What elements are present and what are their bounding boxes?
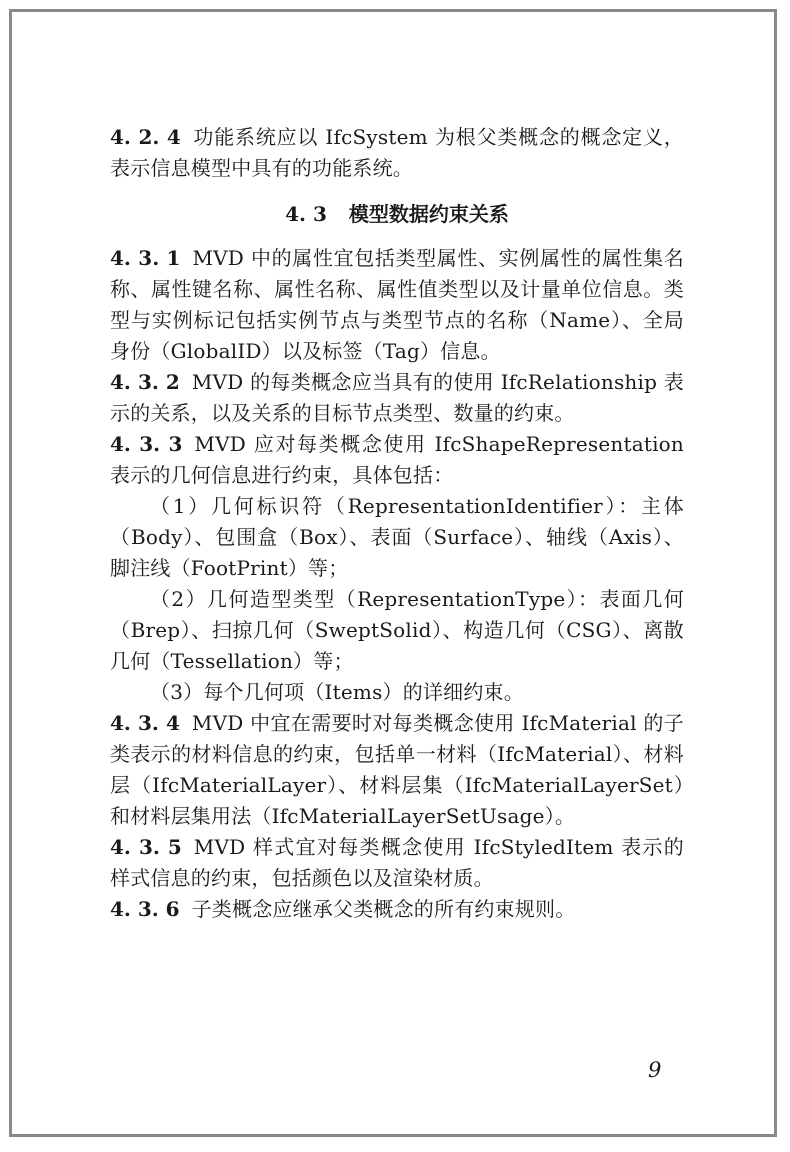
clause-text: MVD 样式宜对每类概念使用 IfcStyledItem 表示的样式信息的约束，包括颜色以及渲染材质。 xyxy=(110,835,684,890)
clause-text: 子类概念应继承父类概念的所有约束规则。 xyxy=(191,897,576,921)
list-item-text: （3）每个几何项（Items）的详细约束。 xyxy=(150,680,524,704)
clause-text: 功能系统应以 IfcSystem 为根父类概念的概念定义，表示信息模型中具有的功能系统。 xyxy=(110,125,684,180)
page-number: 9 xyxy=(648,1058,662,1082)
page xyxy=(9,9,777,1137)
clause-number: 4. 3. 2 xyxy=(110,370,180,394)
clause-4-3-3 xyxy=(110,429,684,491)
section-number: 4. 3 xyxy=(285,202,327,226)
clause-4-3-2 xyxy=(110,367,684,429)
clause-4-3-1 xyxy=(110,243,684,367)
clause-text: MVD 中宜在需要时对每类概念使用 IfcMaterial 的子类表示的材料信息的约束，包括单一材料（IfcMaterial）、材料层（IfcMaterialLayer）、材料层集（IfcMaterialLayerSet）和材料层集用法（IfcMaterialLayerSetUsage）。 xyxy=(110,711,684,828)
list-item-text: （1）几何标识符（RepresentationIdentifier）：主体（Body）、包围盒（Box）、表面（Surface）、轴线（Axis）、脚注线（FootPrint）等； xyxy=(110,494,684,580)
clause-4-3-6 xyxy=(110,894,684,925)
list-item-2 xyxy=(110,584,684,677)
clause-number: 4. 3. 4 xyxy=(110,711,180,735)
clause-4-3-4 xyxy=(110,708,684,832)
section-title: 模型数据约束关系 xyxy=(348,202,509,226)
clause-number: 4. 3. 1 xyxy=(110,246,181,270)
clause-number: 4. 2. 4 xyxy=(110,125,181,149)
clause-text: MVD 应对每类概念使用 IfcShapeRepresentation 表示的几何信息进行约束，具体包括： xyxy=(110,432,684,487)
list-item-1 xyxy=(110,491,684,584)
list-item-3 xyxy=(110,677,684,708)
page-content xyxy=(110,122,684,925)
list-item-text: （2）几何造型类型（RepresentationType）：表面几何（Brep）、扫掠几何（SweptSolid）、构造几何（CSG）、离散几何（Tessellation）等； xyxy=(110,587,684,673)
clause-number: 4. 3. 3 xyxy=(110,432,183,456)
clause-4-2-4 xyxy=(110,122,684,184)
clause-text: MVD 中的属性宜包括类型属性、实例属性的属性集名称、属性键名称、属性名称、属性值类型以及计量单位信息。类型与实例标记包括实例节点与类型节点的名称（Name）、全局身份（GlobalID）以及标签（Tag）信息。 xyxy=(110,246,684,363)
clause-4-3-5 xyxy=(110,832,684,894)
clause-text: MVD 的每类概念应当具有的使用 IfcRelationship 表示的关系，以及关系的目标节点类型、数量的约束。 xyxy=(110,370,684,425)
section-heading xyxy=(110,199,684,230)
clause-number: 4. 3. 6 xyxy=(110,897,180,921)
clause-number: 4. 3. 5 xyxy=(110,835,182,859)
